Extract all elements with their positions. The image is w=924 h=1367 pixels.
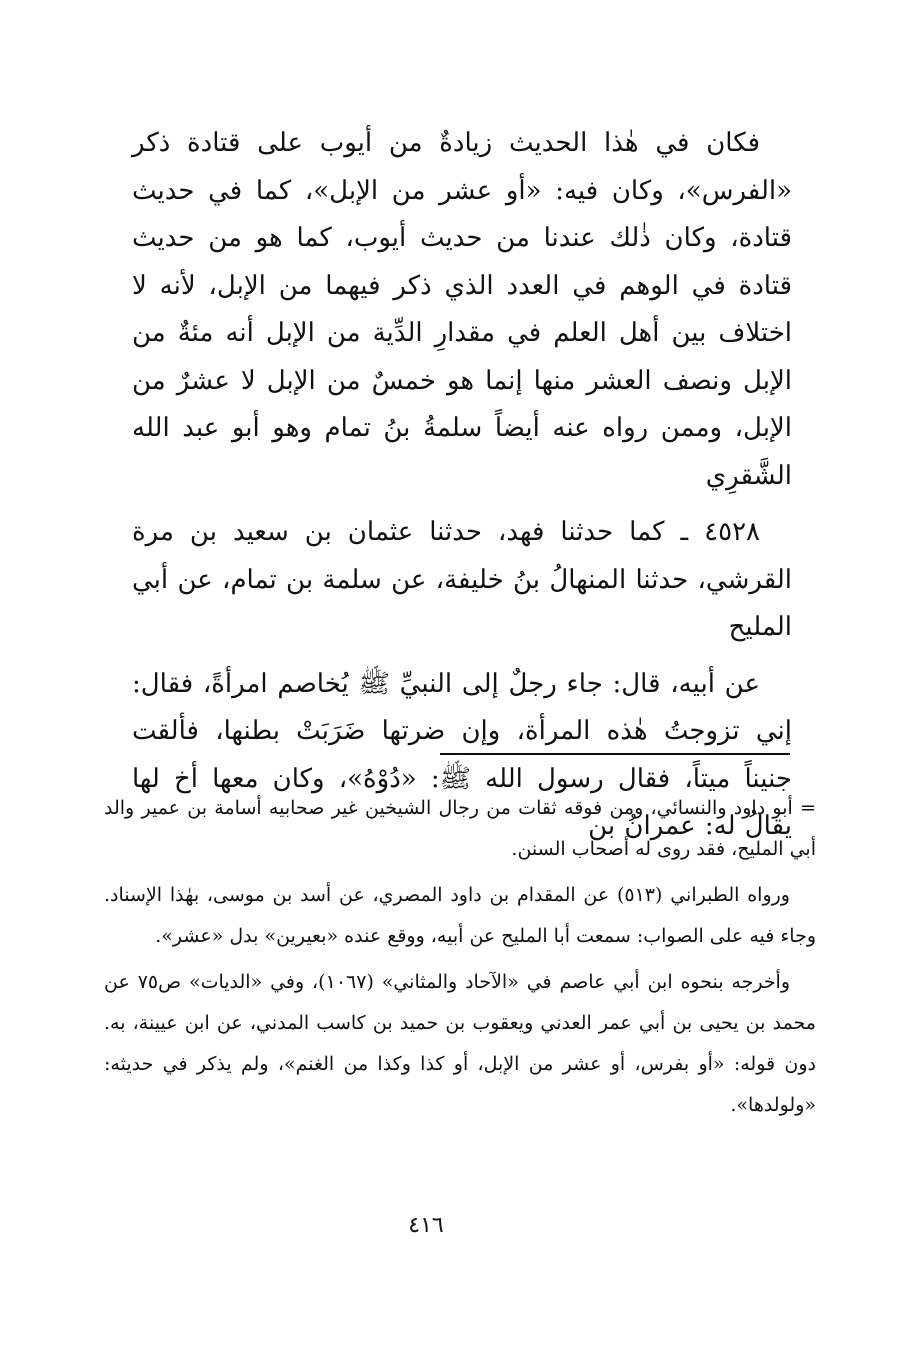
footnote-divider [440,753,790,755]
footnotes [104,788,816,1126]
hadith-4528-chain: ٤٥٢٨ ـ كما حدثنا فهد، حدثنا عثمان بن سعيد بن مرة القرشي، حدثنا المنهالُ بنُ خليفة، عن سلمة بن تمام، عن أبي المليح [132,517,792,642]
footnote-3: وأخرجه بنحوه ابن أبي عاصم في «الآحاد والمثاني» (١٠٦٧)، وفي «الديات» ص٧٥ عن محمد بن يحيى بن أبي عمر العدني ويعقوب بن حميد بن كاسب المدني، عن ابن عيينة، به. دون قوله: «أو بفرس، أو عشر من الإبل، أو كذا وكذا من الغنم»، ولم يذكر في حديثه: «ولولدها». [104,971,816,1116]
main-paragraph-1: فكان في هٰذا الحديث زيادةٌ من أيوب على قتادة ذكر «الفرس»، وكان فيه: «أو عشر من الإبل»، كما في حديث قتادة، وكان ذٰلك عندنا من حديث أيوب، كما هو من حديث قتادة في الوهم في العدد الذي ذكر فيهما من الإبل، لأنه لا اختلاف بين أهل العلم في مقدارِ الدِّية من الإبل أنه مئةٌ من الإبل ونصف العشر منها إنما هو خمسٌ من الإبل لا عشرٌ من الإبل، وممن رواه عنه أيضاً سلمةُ بنُ تمام وهو أبو عبد الله الشَّقرِي [132,128,792,491]
main-text [132,120,792,851]
page-number: ٤١٦ [408,1213,444,1238]
footnote-1: = أبو داود والنسائي، ومن فوقه ثقات من رجال الشيخين غير صحابيه أسامة بن عمير والد أبي المليح، فقد روى له أصحاب السنن. [104,797,816,860]
hadith-4528-text: عن أبيه، قال: جاء رجلٌ إلى النبيِّ ﷺ يُخاصم امرأةً، فقال: إني تزوجتُ هٰذه المرأة، وإن ضرتها ضَرَبَتْ بطنها، فألقت جنيناً ميتاً، فقال رسول الله ﷺ: «دُوْهُ»، وكان معها أخ لها يقالُ له: عمرانُ بن [132,668,792,841]
footnote-2: ورواه الطبراني (٥١٣) عن المقدام بن داود المصري، عن أسد بن موسى، بهٰذا الإسناد. وجاء فيه على الصواب: سمعت أبا المليح عن أبيه، ووقع عنده «بعيرين» بدل «عشر». [104,884,816,947]
